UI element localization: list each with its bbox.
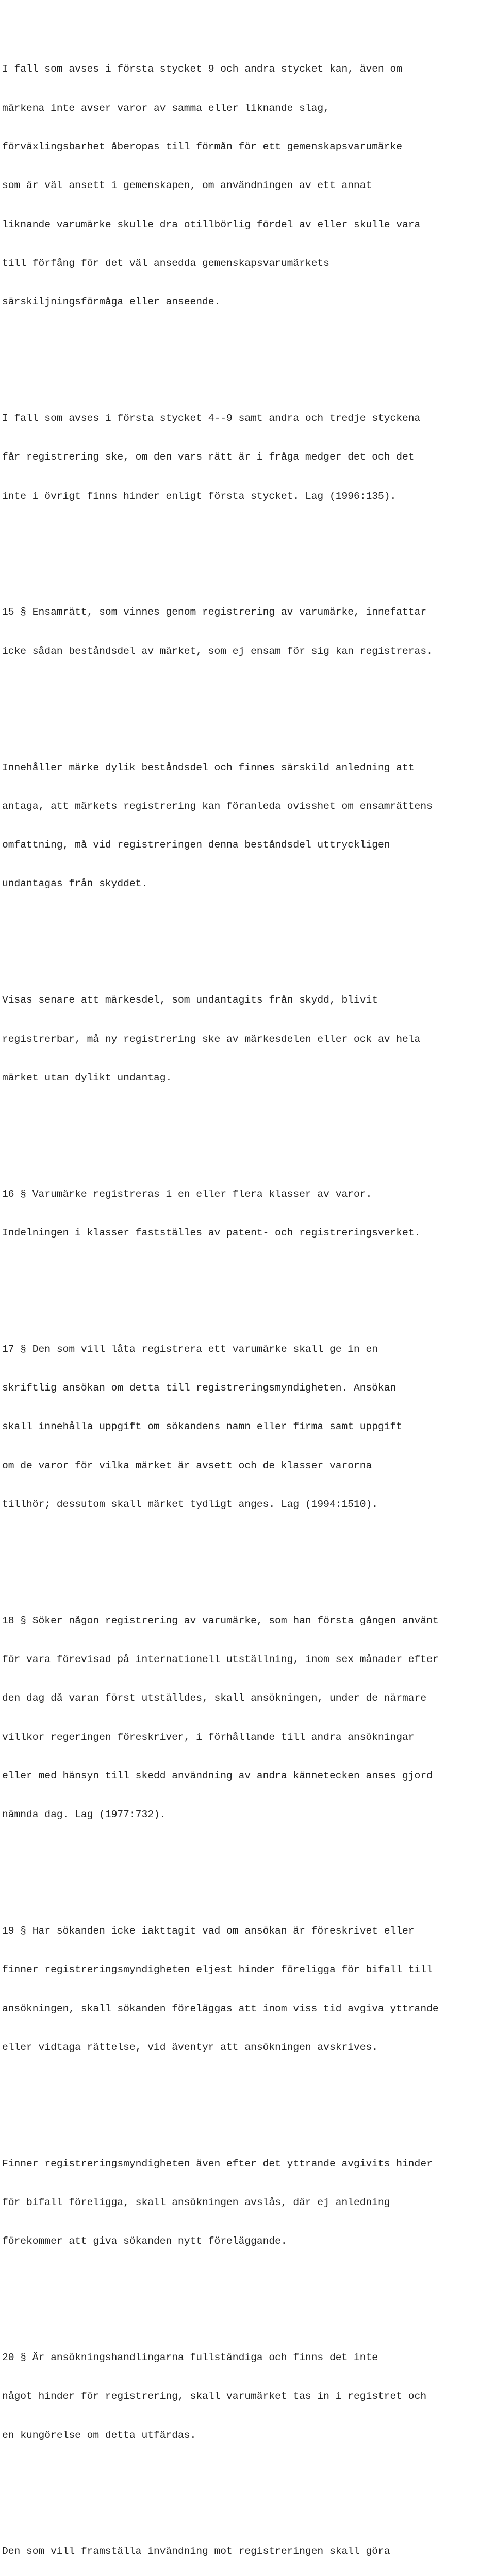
text-line: nämnda dag. Lag (1977:732).	[2, 1809, 166, 1821]
document-body	[2, 0, 494, 2576]
paragraph-continuation-14	[2, 37, 494, 334]
text-line: får registrering ske, om den vars rätt är i fråga medger det och det	[2, 451, 415, 463]
text-line: omfattning, må vid registreringen denna beståndsdel uttryckligen	[2, 839, 390, 851]
section-15-paragraph-2	[2, 735, 494, 916]
text-line: Finner registreringsmyndigheten även efter det yttrande avgivits hinder	[2, 2158, 433, 2170]
text-line: undantagas från skyddet.	[2, 878, 148, 890]
text-line: registrerbar, må ny registrering ske av märkesdelen eller ock av hela	[2, 1033, 421, 1045]
section-19	[2, 1899, 494, 2080]
text-line: icke sådan beståndsdel av märket, som ej ensam för sig kan registreras.	[2, 645, 433, 657]
section-20-paragraph-2	[2, 2519, 494, 2576]
text-line: I fall som avses i första stycket 9 och andra stycket kan, även om	[2, 63, 403, 75]
text-line: något hinder för registrering, skall varumärket tas in i registret och	[2, 2391, 427, 2402]
text-line: till förfång för det väl ansedda gemenskapsvarumärkets	[2, 257, 329, 269]
text-line: villkor regeringen föreskriver, i förhållande till andra ansökningar	[2, 1731, 415, 1743]
text-line: 18 § Söker någon registrering av varumärke, som han första gången använt	[2, 1615, 439, 1626]
text-line: om de varor för vilka märket är avsett och de klasser varorna	[2, 1460, 372, 1471]
text-line: Den som vill framställa invändning mot registreringen skall göra	[2, 2546, 390, 2557]
section-18	[2, 1589, 494, 1848]
section-15	[2, 580, 494, 684]
text-line: eller med hänsyn till skedd användning av andra kännetecken anses gjord	[2, 1770, 433, 1782]
text-line: tillhör; dessutom skall märket tydligt anges. Lag (1994:1510).	[2, 1498, 378, 1510]
text-line: inte i övrigt finns hinder enligt första stycket. Lag (1996:135).	[2, 490, 397, 502]
text-line: eller vidtaga rättelse, vid äventyr att ansökningen avskrives.	[2, 2041, 378, 2053]
section-15-paragraph-3	[2, 968, 494, 1110]
text-line: ansökningen, skall sökanden föreläggas att inom viss tid avgiva yttrande	[2, 2003, 439, 2014]
text-line: liknande varumärke skulle dra otillbörlig fördel av eller skulle vara	[2, 218, 421, 230]
text-line: skall innehålla uppgift om sökandens namn eller firma samt uppgift	[2, 1421, 403, 1433]
text-line: märkena inte avser varor av samma eller liknande slag,	[2, 102, 329, 114]
text-line: 15 § Ensamrätt, som vinnes genom registrering av varumärke, innefattar	[2, 606, 427, 618]
section-17	[2, 1317, 494, 1537]
text-line: förekommer att giva sökanden nytt föreläggande.	[2, 2235, 287, 2247]
section-16	[2, 1162, 494, 1265]
text-line: förväxlingsbarhet åberopas till förmån för ett gemenskapsvarumärke	[2, 141, 403, 153]
section-20	[2, 2326, 494, 2468]
text-line: särskiljningsförmåga eller anseende.	[2, 296, 221, 308]
text-line: I fall som avses i första stycket 4--9 samt andra och tredje styckena	[2, 413, 421, 424]
text-line: 17 § Den som vill låta registrera ett varumärke skall ge in en	[2, 1343, 378, 1355]
text-line: som är väl ansett i gemenskapen, om användningen av ett annat	[2, 180, 372, 192]
text-line: den dag då varan först utställdes, skall ansökningen, under de närmare	[2, 1692, 427, 1704]
text-line: skriftlig ansökan om detta till registreringsmyndigheten. Ansökan	[2, 1382, 397, 1394]
section-19-paragraph-2	[2, 2131, 494, 2274]
text-line: en kungörelse om detta utfärdas.	[2, 2429, 196, 2441]
text-line: Indelningen i klasser fastställes av patent- och registreringsverket.	[2, 1227, 421, 1239]
text-line: för bifall föreligga, skall ansökningen avslås, där ej anledning	[2, 2196, 390, 2208]
text-line: 19 § Har sökanden icke iakttagit vad om ansökan är föreskrivet eller	[2, 1925, 415, 1937]
text-line: för vara förevisad på internationell utställning, inom sex månader efter	[2, 1654, 439, 1665]
paragraph-registration-consent	[2, 386, 494, 529]
text-line: 16 § Varumärke registreras i en eller flera klasser av varor.	[2, 1188, 372, 1200]
text-line: 20 § Är ansökningshandlingarna fullständiga och finns det inte	[2, 2352, 378, 2364]
text-line: märket utan dylikt undantag.	[2, 1072, 172, 1083]
text-line: Visas senare att märkesdel, som undantagits från skydd, blivit	[2, 994, 378, 1006]
text-line: finner registreringsmyndigheten eljest hinder föreligga för bifall till	[2, 1964, 433, 1976]
text-line: antaga, att märkets registrering kan föranleda ovisshet om ensamrättens	[2, 800, 433, 812]
text-line: Innehåller märke dylik beståndsdel och finnes särskild anledning att	[2, 761, 415, 773]
